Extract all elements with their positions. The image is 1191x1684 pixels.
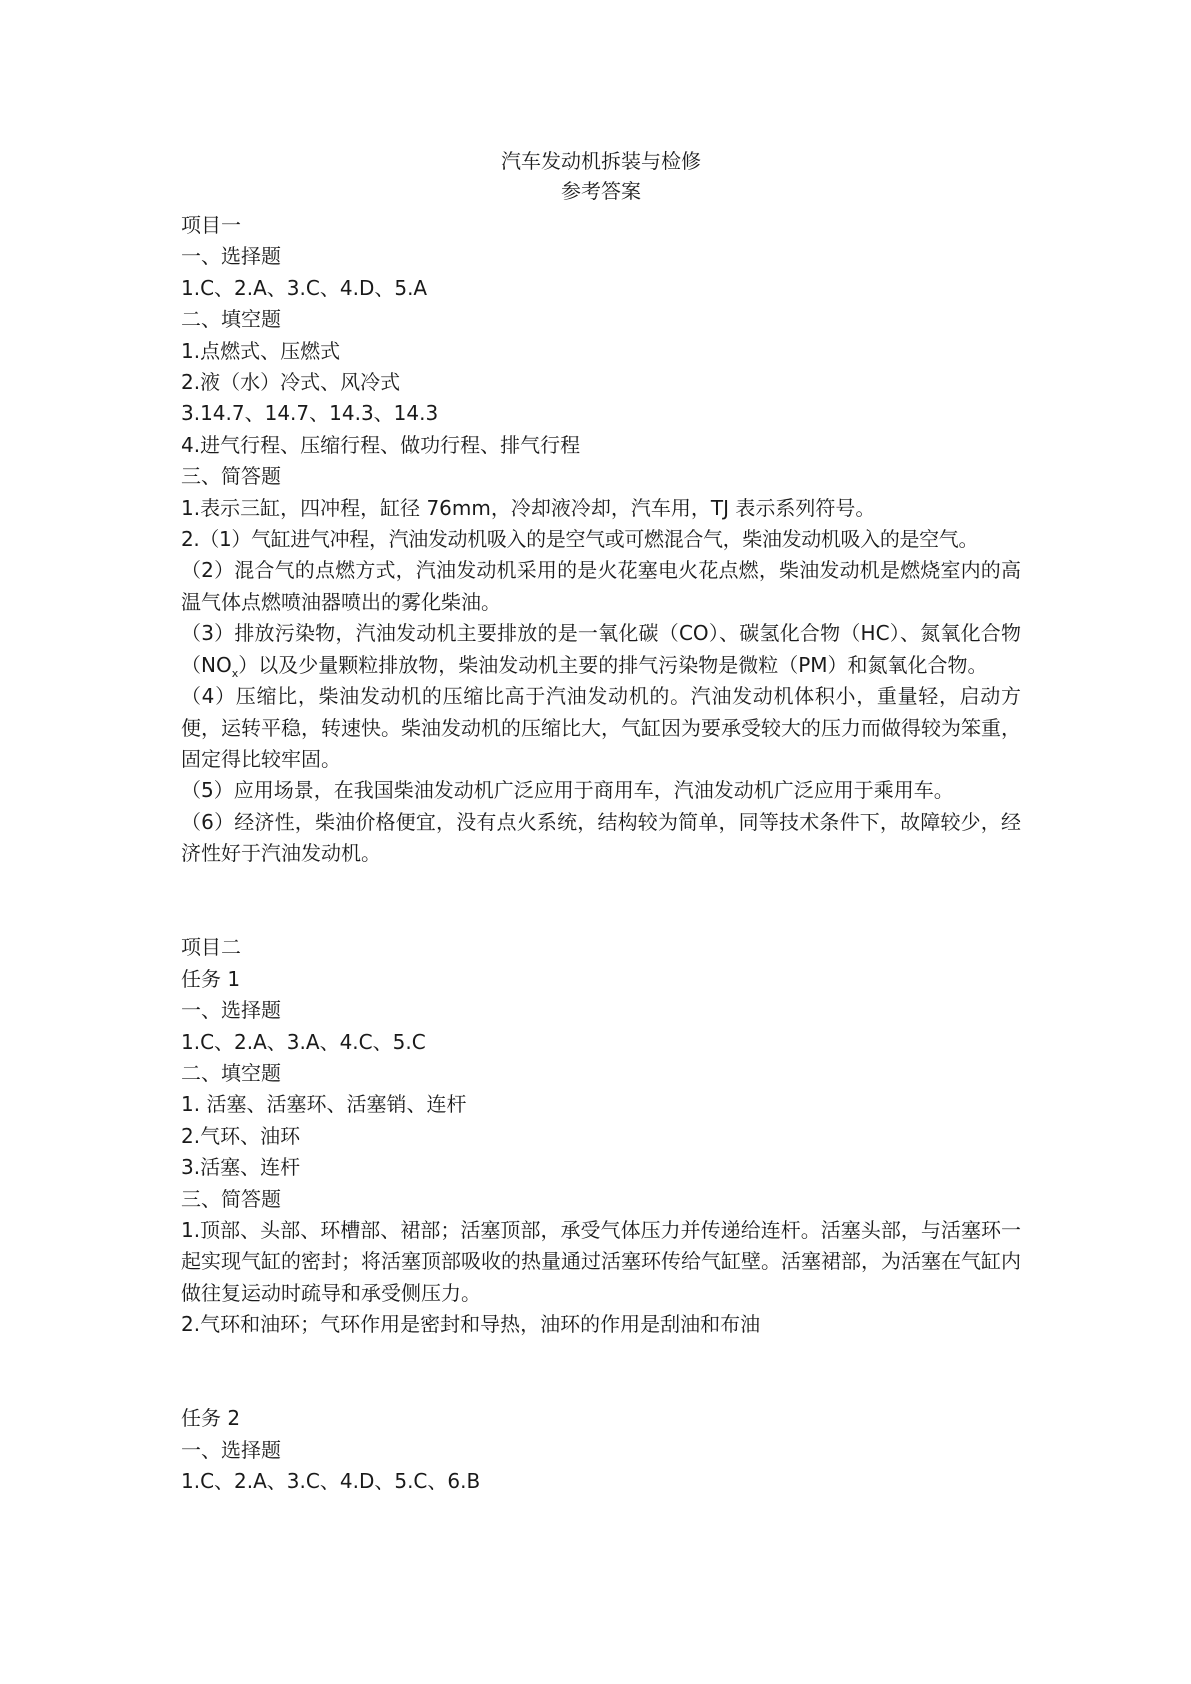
task1-fill-answer: 3.活塞、连杆 — [181, 1155, 301, 1180]
task1-section-choice: 一、选择题 — [181, 998, 281, 1023]
document-body — [181, 146, 1021, 1498]
task2-section-choice: 一、选择题 — [181, 1437, 281, 1462]
answer-text: （3）排放污染物，汽油发动机主要排放的是一氧化碳（CO）、碳氢化合物（HC）、氮氧化合物（NO — [181, 621, 1021, 677]
subscript: x — [231, 666, 239, 680]
project1-heading: 项目一 — [181, 213, 241, 237]
project1-short-answer-2-2: （2）混合气的点燃方式，汽油发动机采用的是火花塞电火花点燃，柴油发动机是燃烧室内的高温气体点燃喷油器喷出的雾化柴油。 — [181, 558, 1021, 614]
project1-short-answer-1: 1.表示三缸，四冲程，缸径 76mm，冷却液冷却，汽车用，TJ 表示系列符号。 — [181, 495, 876, 520]
project1-fill-answer: 3.14.7、14.7、14.3、14.3 — [181, 401, 439, 426]
document-subtitle: 参考答案 — [561, 179, 641, 203]
project1-section-choice: 一、选择题 — [181, 244, 281, 269]
project1-short-answer-2-4: （4）压缩比，柴油发动机的压缩比高于汽油发动机的。汽油发动机体积小，重量轻，启动方便，运转平稳，转速快。柴油发动机的压缩比大，气缸因为要承受较大的压力而做得较为笨重，固定得比较牢固。 — [181, 684, 1021, 771]
task1-short-answer-2: 2.气环和油环；气环作用是密封和导热，油环的作用是刮油和布油 — [181, 1312, 761, 1337]
project1-choice-answers: 1.C、2.A、3.C、4.D、5.A — [181, 275, 428, 300]
task1-section-fill: 二、填空题 — [181, 1060, 281, 1085]
project1-fill-answer: 1.点燃式、压燃式 — [181, 338, 341, 363]
project1-short-answer-2-3 — [181, 618, 1021, 681]
project1-short-answer-2-6: （6）经济性，柴油价格便宜，没有点火系统，结构较为简单，同等技术条件下，故障较少，经济性好于汽油发动机。 — [181, 809, 1021, 866]
project1-section-short: 三、简答题 — [181, 464, 281, 489]
task1-short-answer-1: 1.顶部、头部、环槽部、裙部；活塞顶部，承受气体压力并传递给连杆。活塞头部，与活塞环一起实现气缸的密封；将活塞顶部吸收的热量通过活塞环传给气缸壁。活塞裙部，为活塞在气缸内做往复运动时疏导和承受侧压力。 — [181, 1217, 1021, 1305]
project1-short-answer-2-5: （5）应用场景，在我国柴油发动机广泛应用于商用车，汽油发动机广泛应用于乘用车。 — [181, 778, 954, 803]
document-title: 汽车发动机拆装与检修 — [501, 149, 701, 173]
section-spacer — [181, 870, 1021, 933]
project2-heading: 项目二 — [181, 935, 241, 960]
task2-heading: 任务 2 — [181, 1406, 241, 1431]
task1-choice-answers: 1.C、2.A、3.A、4.C、5.C — [181, 1029, 426, 1054]
answer-text: ）以及少量颗粒排放物，柴油发动机主要的排气污染物是微粒（PM）和氮氧化合物。 — [238, 652, 988, 677]
section-spacer — [181, 1341, 1021, 1404]
project1-short-answer-2-1: 2.（1）气缸进气冲程，汽油发动机吸入的是空气或可燃混合气，柴油发动机吸入的是空气。 — [181, 527, 979, 552]
task1-fill-answer: 2.气环、油环 — [181, 1123, 301, 1148]
task1-section-short: 三、简答题 — [181, 1186, 281, 1211]
project1-fill-answer: 2.液（水）冷式、风冷式 — [181, 370, 401, 395]
project1-fill-answer: 4.进气行程、压缩行程、做功行程、排气行程 — [181, 432, 581, 457]
task2-choice-answers: 1.C、2.A、3.C、4.D、5.C、6.B — [181, 1469, 481, 1494]
task1-heading: 任务 1 — [181, 966, 241, 991]
task1-fill-answer: 1. 活塞、活塞环、活塞销、连杆 — [181, 1092, 467, 1117]
project1-section-fill: 二、填空题 — [181, 307, 281, 332]
